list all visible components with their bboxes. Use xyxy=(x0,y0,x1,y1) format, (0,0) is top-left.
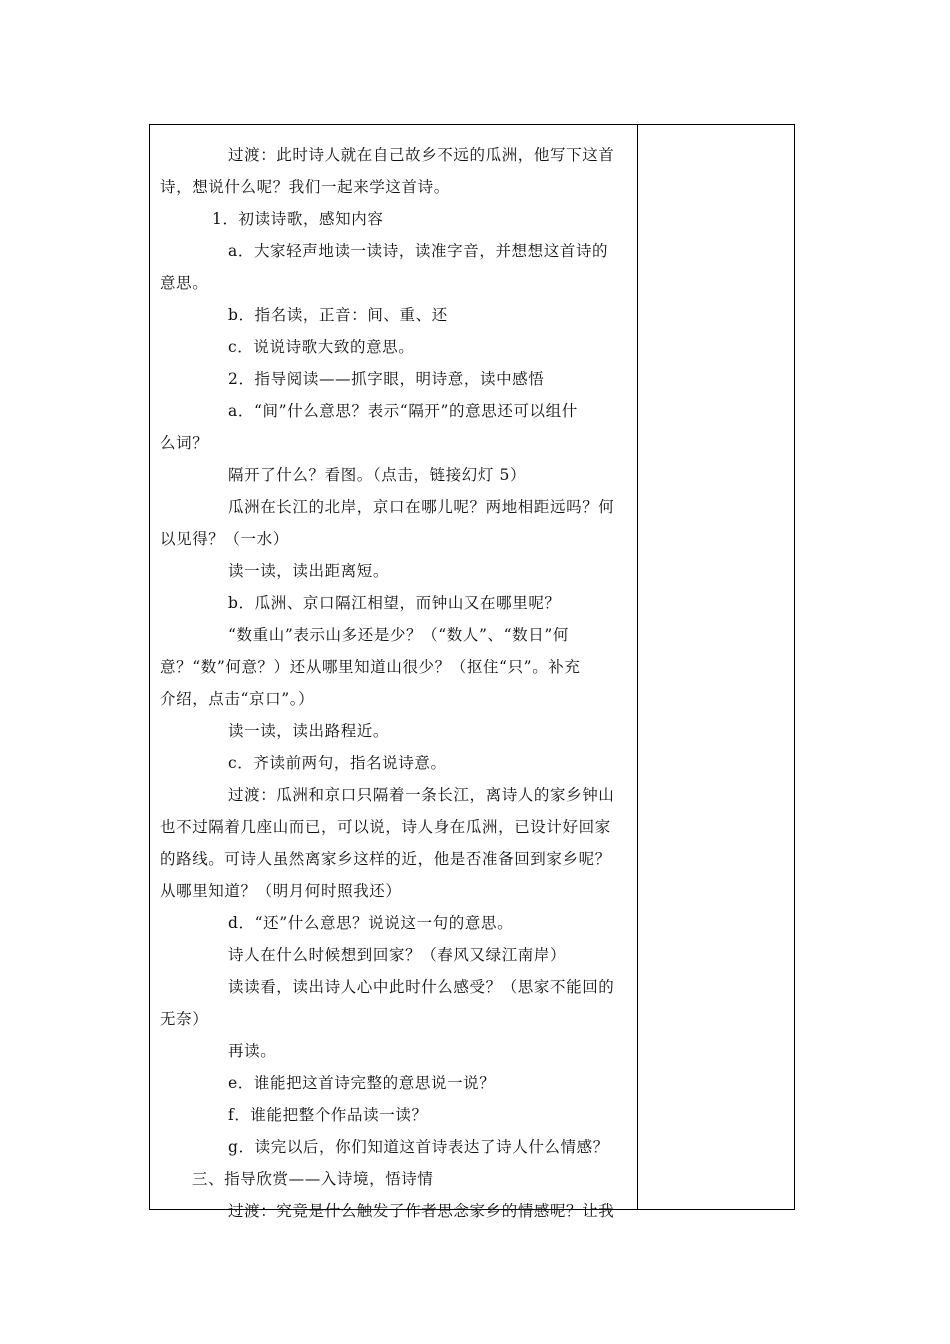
text-line: c．齐读前两句，指名说诗意。 xyxy=(228,754,447,772)
text-line: 隔开了什么？看图。（点击，链接幻灯 5） xyxy=(228,466,527,484)
text-line: 也不过隔着几座山而已，可以说，诗人身在瓜洲，已设计好回家 xyxy=(160,818,611,836)
text-line: 读一读，读出距离短。 xyxy=(228,562,390,580)
text-line: 介绍，点击“京口”。） xyxy=(160,690,315,708)
text-line: 么词？ xyxy=(160,434,209,452)
text-line: 诗人在什么时候想到回家？（春风又绿江南岸） xyxy=(228,946,567,964)
text-line: 意思。 xyxy=(160,274,209,292)
text-line: d．“还”什么意思？说说这一句的意思。 xyxy=(228,914,514,932)
text-line: f．谁能把整个作品读一读？ xyxy=(228,1106,428,1124)
text-line: 再读。 xyxy=(228,1042,277,1060)
text-line: b．瓜洲、京口隔江相望，而钟山又在哪里呢？ xyxy=(228,594,561,612)
lesson-table xyxy=(149,124,795,1220)
text-line: 读读看，读出诗人心中此时什么感受？（思家不能回的 xyxy=(228,978,615,996)
column-divider xyxy=(637,125,638,1209)
text-line: 三、指导欣赏——入诗境，悟诗情 xyxy=(192,1170,434,1188)
text-line: “数重山”表示山多还是少？（“数人”、“数日”何 xyxy=(228,626,569,644)
text-line: 2．指导阅读——抓字眼，明诗意，读中感悟 xyxy=(228,370,545,388)
text-line: 瓜洲在长江的北岸，京口在哪儿呢？两地相距远吗？何 xyxy=(228,498,615,516)
text-line: b．指名读，正音：间、重、还 xyxy=(228,306,448,324)
text-line: 意？“数”何意？）还从哪里知道山很少？（抠住“只”。补充 xyxy=(160,658,581,676)
text-line: e．谁能把这首诗完整的意思说一说？ xyxy=(228,1074,496,1092)
text-line: 1．初读诗歌，感知内容 xyxy=(212,210,384,228)
text-line: 过渡：究竟是什么触发了作者思念家乡的情感呢？让我 xyxy=(228,1202,615,1220)
text-line: 过渡：此时诗人就在自己故乡不远的瓜洲，他写下这首 xyxy=(228,146,615,164)
text-line: g．读完以后，你们知道这首诗表达了诗人什么情感？ xyxy=(228,1138,609,1156)
text-line: c．说说诗歌大致的意思。 xyxy=(228,338,415,356)
text-line: 过渡：瓜洲和京口只隔着一条长江，离诗人的家乡钟山 xyxy=(228,786,615,804)
text-line: a．“间”什么意思？表示“隔开”的意思还可以组什 xyxy=(228,402,578,420)
text-line: 读一读，读出路程近。 xyxy=(228,722,390,740)
text-line: 的路线。可诗人虽然离家乡这样的近，他是否准备回到家乡呢？ xyxy=(160,850,611,868)
text-line: 诗，想说什么呢？我们一起来学这首诗。 xyxy=(160,178,450,196)
lesson-content-column xyxy=(160,139,628,1227)
text-line: 无奈） xyxy=(160,1010,209,1028)
text-line: 从哪里知道？（明月何时照我还） xyxy=(160,882,402,900)
text-line: a．大家轻声地读一读诗，读准字音，并想想这首诗的 xyxy=(228,242,609,260)
text-line: 以见得？（一水） xyxy=(160,530,289,548)
